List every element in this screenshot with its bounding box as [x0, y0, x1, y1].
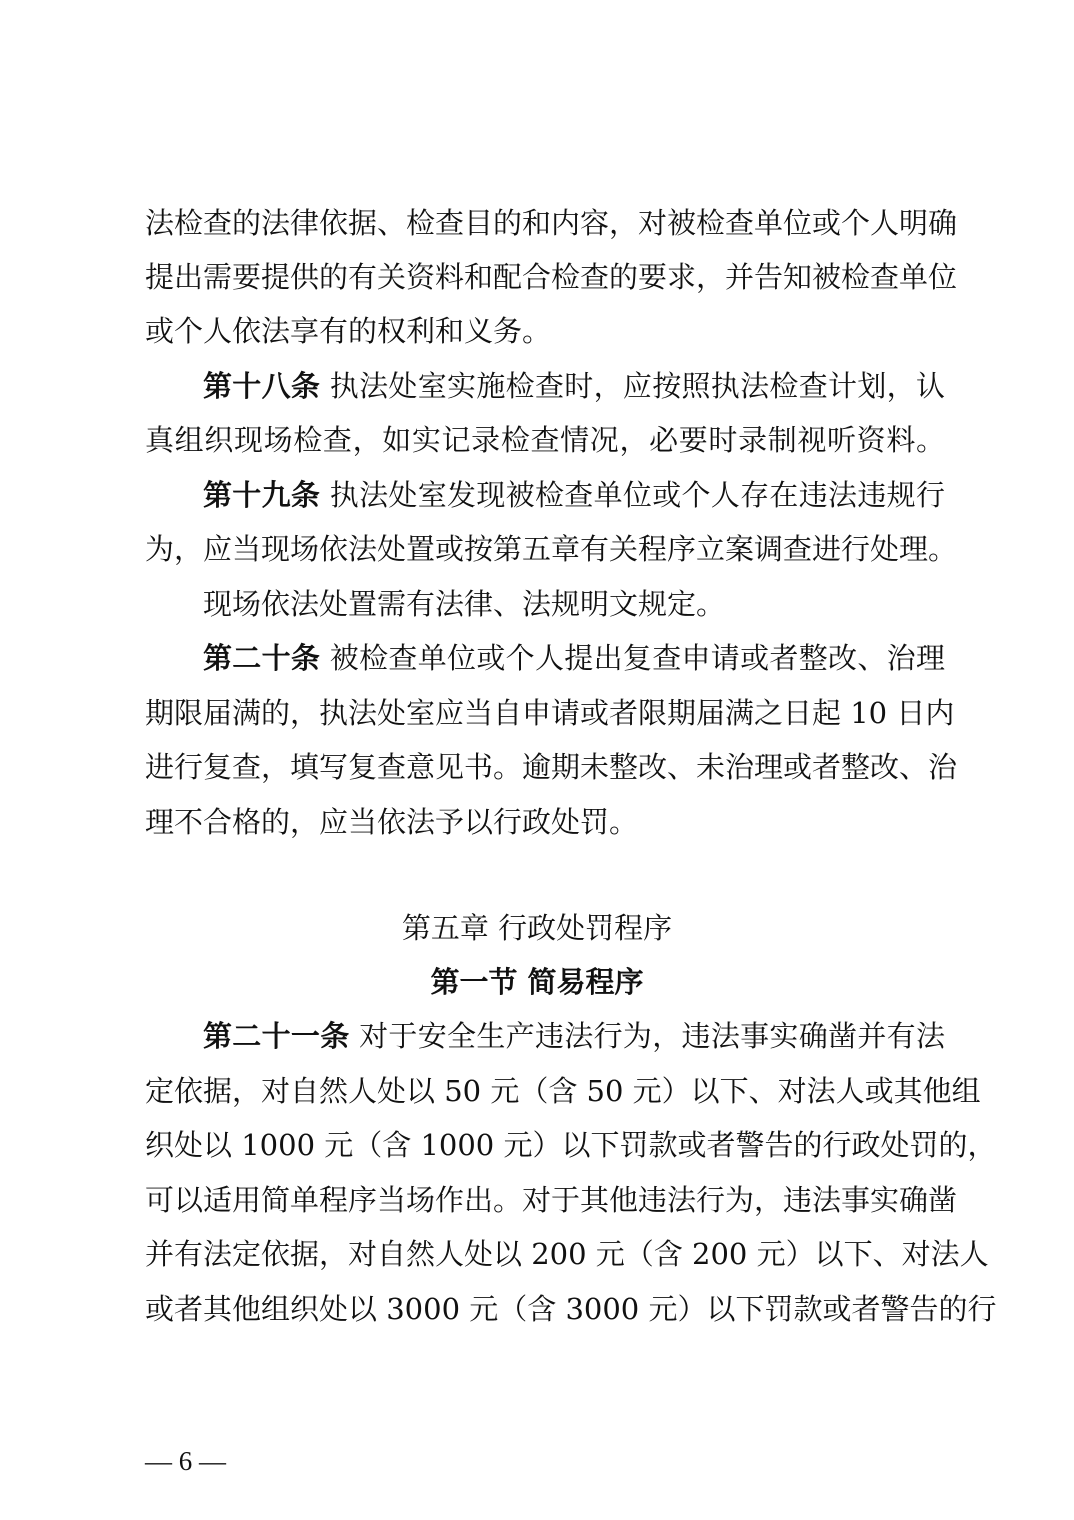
article-20-label: 第二十条	[203, 641, 321, 675]
chapter-heading: 第五章 行政处罚程序	[401, 911, 673, 945]
article-19-paragraph-2: 现场依法处置需有法律、法规明文规定。	[203, 587, 726, 621]
paragraph-line: 期限届满的，执法处室应当自申请或者限期届满之日起 10 日内	[145, 696, 955, 730]
paragraph-line: 理不合格的，应当依法予以行政处罚。	[145, 805, 639, 839]
article-19-first-line	[203, 475, 945, 515]
paragraph-line: 提出需要提供的有关资料和配合检查的要求，并告知被检查单位	[145, 260, 958, 294]
article-21-text: 对于安全生产违法行为，违法事实确凿并有法	[359, 1019, 945, 1053]
article-18-label: 第十八条	[203, 369, 321, 403]
paragraph-line: 为，应当现场依法处置或按第五章有关程序立案调查进行处理。	[145, 532, 958, 566]
page-number: — 6 —	[145, 1446, 226, 1476]
article-21-first-line	[203, 1016, 945, 1056]
article-18-text: 执法处室实施检查时，应按照执法检查计划，认	[329, 369, 945, 403]
paragraph-line: 或个人依法享有的权利和义务。	[145, 314, 552, 348]
paragraph-line: 或者其他组织处以 3000 元（含 3000 元）以下罚款或者警告的行	[145, 1292, 997, 1326]
paragraph-line: 织处以 1000 元（含 1000 元）以下罚款或者警告的行政处罚的，	[145, 1128, 997, 1162]
article-19-text: 执法处室发现被检查单位或个人存在违法违规行	[329, 478, 945, 512]
paragraph-line: 进行复查，填写复查意见书。逾期未整改、未治理或者整改、治	[145, 750, 958, 784]
article-21-label: 第二十一条	[203, 1019, 350, 1053]
article-20-first-line	[203, 638, 945, 678]
paragraph-line: 真组织现场检查，如实记录检查情况，必要时录制视听资料。	[145, 423, 945, 457]
article-20-text: 被检查单位或个人提出复查申请或者整改、治理	[329, 641, 945, 675]
paragraph-line: 并有法定依据，对自然人处以 200 元（含 200 元）以下、对法人	[145, 1237, 989, 1271]
article-19-label: 第十九条	[203, 478, 321, 512]
paragraph-line: 定依据，对自然人处以 50 元（含 50 元）以下、对法人或其他组	[145, 1074, 981, 1108]
paragraph-line: 可以适用简单程序当场作出。对于其他违法行为，违法事实确凿	[145, 1183, 958, 1217]
paragraph-line: 法检查的法律依据、检查目的和内容，对被检查单位或个人明确	[145, 206, 958, 240]
section-heading: 第一节 简易程序	[430, 965, 644, 999]
article-18-first-line	[203, 366, 945, 406]
